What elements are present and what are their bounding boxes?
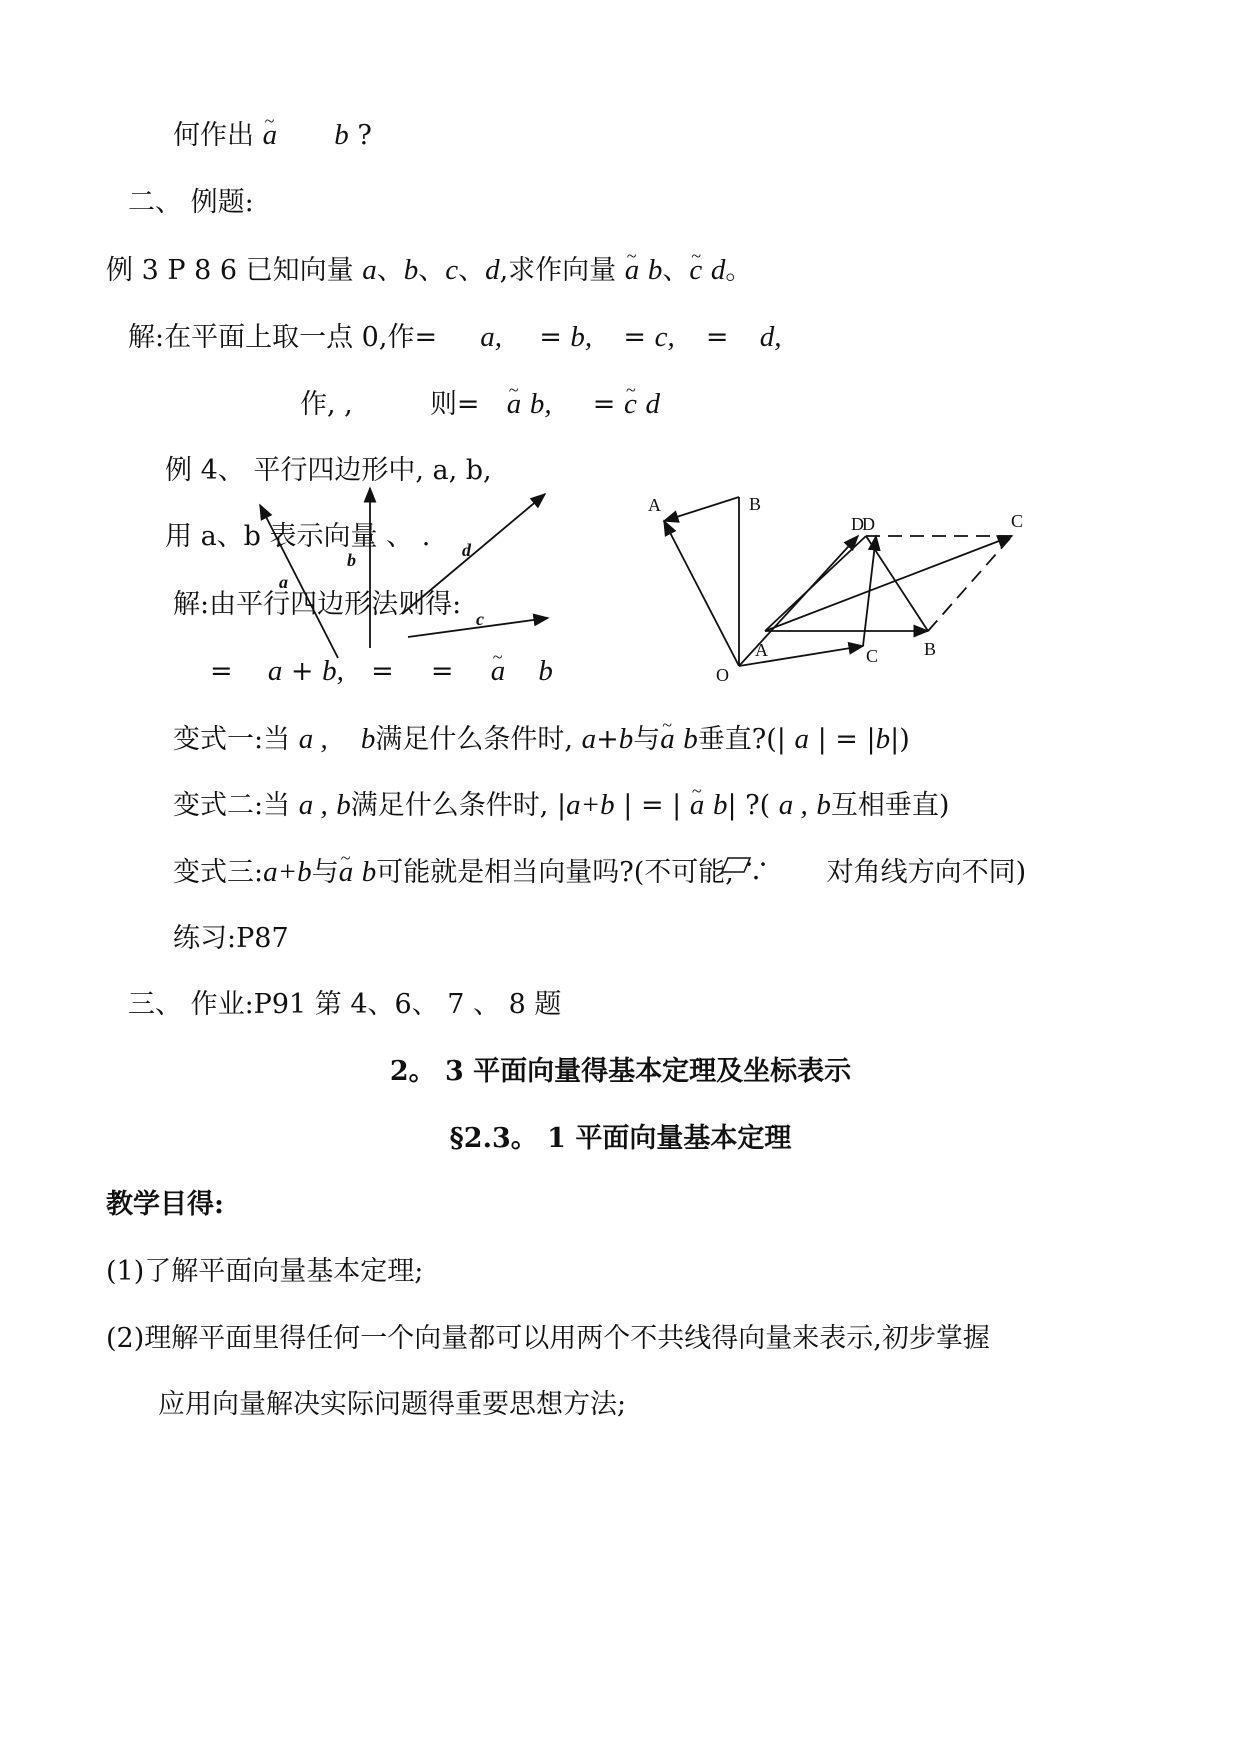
vector-d: d: [645, 388, 660, 420]
vector-b: b: [403, 254, 419, 286]
vector-b: b: [816, 789, 831, 821]
text: 、: [418, 255, 446, 286]
vector-d-arrow: [402, 494, 545, 614]
label-A: A: [648, 495, 661, 515]
text: +: [596, 724, 619, 755]
text: 。: [725, 255, 753, 286]
vector-a: ~ a: [263, 118, 278, 152]
text: =: [592, 389, 616, 420]
label-A2: A: [755, 640, 768, 660]
text: 满足什么条件时,: [375, 724, 573, 755]
text: |: [672, 790, 682, 821]
vector-c: ~ c: [689, 253, 702, 287]
text: 何作出: [173, 120, 254, 151]
vector-b: b,: [529, 388, 552, 420]
vector-a: ~ a: [507, 387, 522, 421]
text: 例 3 P 8 6 已知向量: [106, 255, 354, 286]
text: |: [623, 790, 633, 821]
vector-b: b: [361, 856, 377, 888]
vector-b: b: [647, 254, 663, 286]
vector-sum: a+b: [263, 856, 312, 888]
text: 、: [662, 255, 690, 286]
vector-c: c: [445, 254, 459, 286]
text: 变式三:: [173, 857, 264, 888]
vector-a: a,: [480, 321, 503, 353]
text: =: [835, 724, 858, 755]
line-DB: [866, 536, 928, 631]
text: 变式二:当: [173, 790, 291, 821]
label-D: D: [851, 514, 864, 534]
label-C: C: [1011, 511, 1024, 531]
text: | ?(: [727, 790, 771, 821]
vector-a: ~ a: [491, 654, 506, 688]
vector-c: ~ c: [624, 387, 637, 421]
text: 满足什么条件时, |: [350, 790, 567, 821]
vector-b: b: [683, 723, 698, 755]
vector-b: b: [712, 789, 728, 821]
label-a: a: [279, 572, 288, 592]
text: +: [290, 656, 314, 687]
vector-a: a ,: [778, 789, 808, 821]
text: 可能就是相当向量吗?: [376, 857, 634, 888]
chapter-heading: 2。 3 平面向量得基本定理及坐标表示: [389, 1056, 852, 1087]
text: |): [890, 724, 910, 755]
section-heading-homework: 三、 作业:P91 第 4、6、 7 、 8 题: [128, 989, 562, 1020]
text: =: [539, 322, 562, 353]
label-O: O: [716, 665, 729, 685]
goal-2: (2)理解平面里得任何一个向量都可以用两个不共线得向量来表示,初步掌握: [106, 1323, 990, 1354]
vector-b: b,: [570, 321, 593, 353]
right-figure-labels: [648, 494, 1023, 685]
dashed-BC: [928, 536, 1012, 631]
text: 与: [311, 857, 339, 888]
vector-a: ~ a: [690, 788, 705, 822]
text: =: [430, 656, 454, 687]
vector-d: d: [485, 254, 500, 286]
text: 互相垂直): [830, 790, 950, 821]
vector-a: ~ a: [660, 722, 675, 756]
text: 、: [376, 255, 404, 286]
vector-a: ~ a: [339, 855, 354, 889]
text: 作, ,: [300, 389, 353, 420]
text: |: [866, 724, 876, 755]
text: 垂直?(|: [697, 724, 786, 755]
vector-b: b: [334, 119, 349, 151]
section-heading: §2.3。 1 平面向量基本定理: [449, 1123, 792, 1154]
text: 变式一:当: [173, 724, 291, 755]
goals-title: 教学目得:: [106, 1189, 224, 1220]
text: 则=: [429, 389, 480, 420]
text: =: [623, 322, 646, 353]
text: (不可能,: [633, 857, 734, 888]
because-symbol: ∵: [742, 857, 770, 888]
vector-b: b: [875, 723, 891, 755]
text: 、: [458, 255, 486, 286]
text: ,求作向量: [499, 255, 617, 286]
text: ?: [357, 120, 372, 151]
text: =: [640, 790, 664, 821]
vector-b: b,: [322, 655, 344, 687]
vector-a: a: [362, 254, 377, 286]
vector-b: b: [538, 655, 553, 687]
label-d: d: [462, 540, 471, 560]
text: =: [705, 322, 729, 353]
example-4-solution: 解:由平行四边形法则得:: [173, 589, 462, 620]
parallelogram-symbol-icon: [722, 858, 750, 872]
text: =: [210, 656, 233, 687]
vector-a: ~ a: [625, 253, 640, 287]
vector-d: d: [710, 254, 726, 286]
text: =: [371, 656, 394, 687]
goal-2-cont: 应用向量解决实际问题得重要思想方法;: [158, 1389, 627, 1420]
label-C2: C: [866, 646, 879, 666]
example-4-line-2: 用 a、b 表示向量 、 .: [165, 521, 431, 552]
label-B2: B: [924, 639, 937, 659]
practice-line: 练习:P87: [173, 923, 289, 954]
vector-a: a: [794, 723, 809, 755]
goal-1: (1)了解平面向量基本定理;: [106, 1256, 424, 1287]
label-c: c: [476, 609, 484, 629]
text: 解:在平面上取一点 0,作=: [128, 322, 438, 353]
text: |: [817, 724, 827, 755]
right-figure: [664, 497, 1012, 666]
vector-a-arrow: [260, 505, 338, 658]
label-B: B: [749, 494, 762, 514]
vector-a: a ,: [298, 789, 328, 821]
vector-b: b: [618, 723, 634, 755]
example-4-line-1: 例 4、 平行四边形中, a, b,: [165, 455, 492, 486]
label-b: b: [347, 550, 356, 570]
arrow-AC: [765, 536, 1012, 631]
vector-c: c,: [654, 321, 675, 353]
vector-a: a: [581, 723, 597, 755]
section-heading-examples: 二、 例题:: [128, 187, 254, 218]
vector-a: a: [267, 655, 283, 687]
vector-a: a ,: [298, 723, 328, 755]
text: 对角线方向不同): [826, 857, 1027, 888]
arrow-BA: [664, 497, 739, 521]
vector-b: b: [360, 723, 376, 755]
vector-d: d,: [759, 321, 782, 353]
text: 与: [633, 724, 661, 755]
label-D2: D: [862, 514, 875, 534]
vector-b: b: [336, 789, 351, 821]
vector-sum: a+b: [566, 789, 615, 821]
arrow-OA: [664, 521, 739, 666]
line-AD: [765, 536, 866, 631]
left-figure: [260, 488, 548, 658]
